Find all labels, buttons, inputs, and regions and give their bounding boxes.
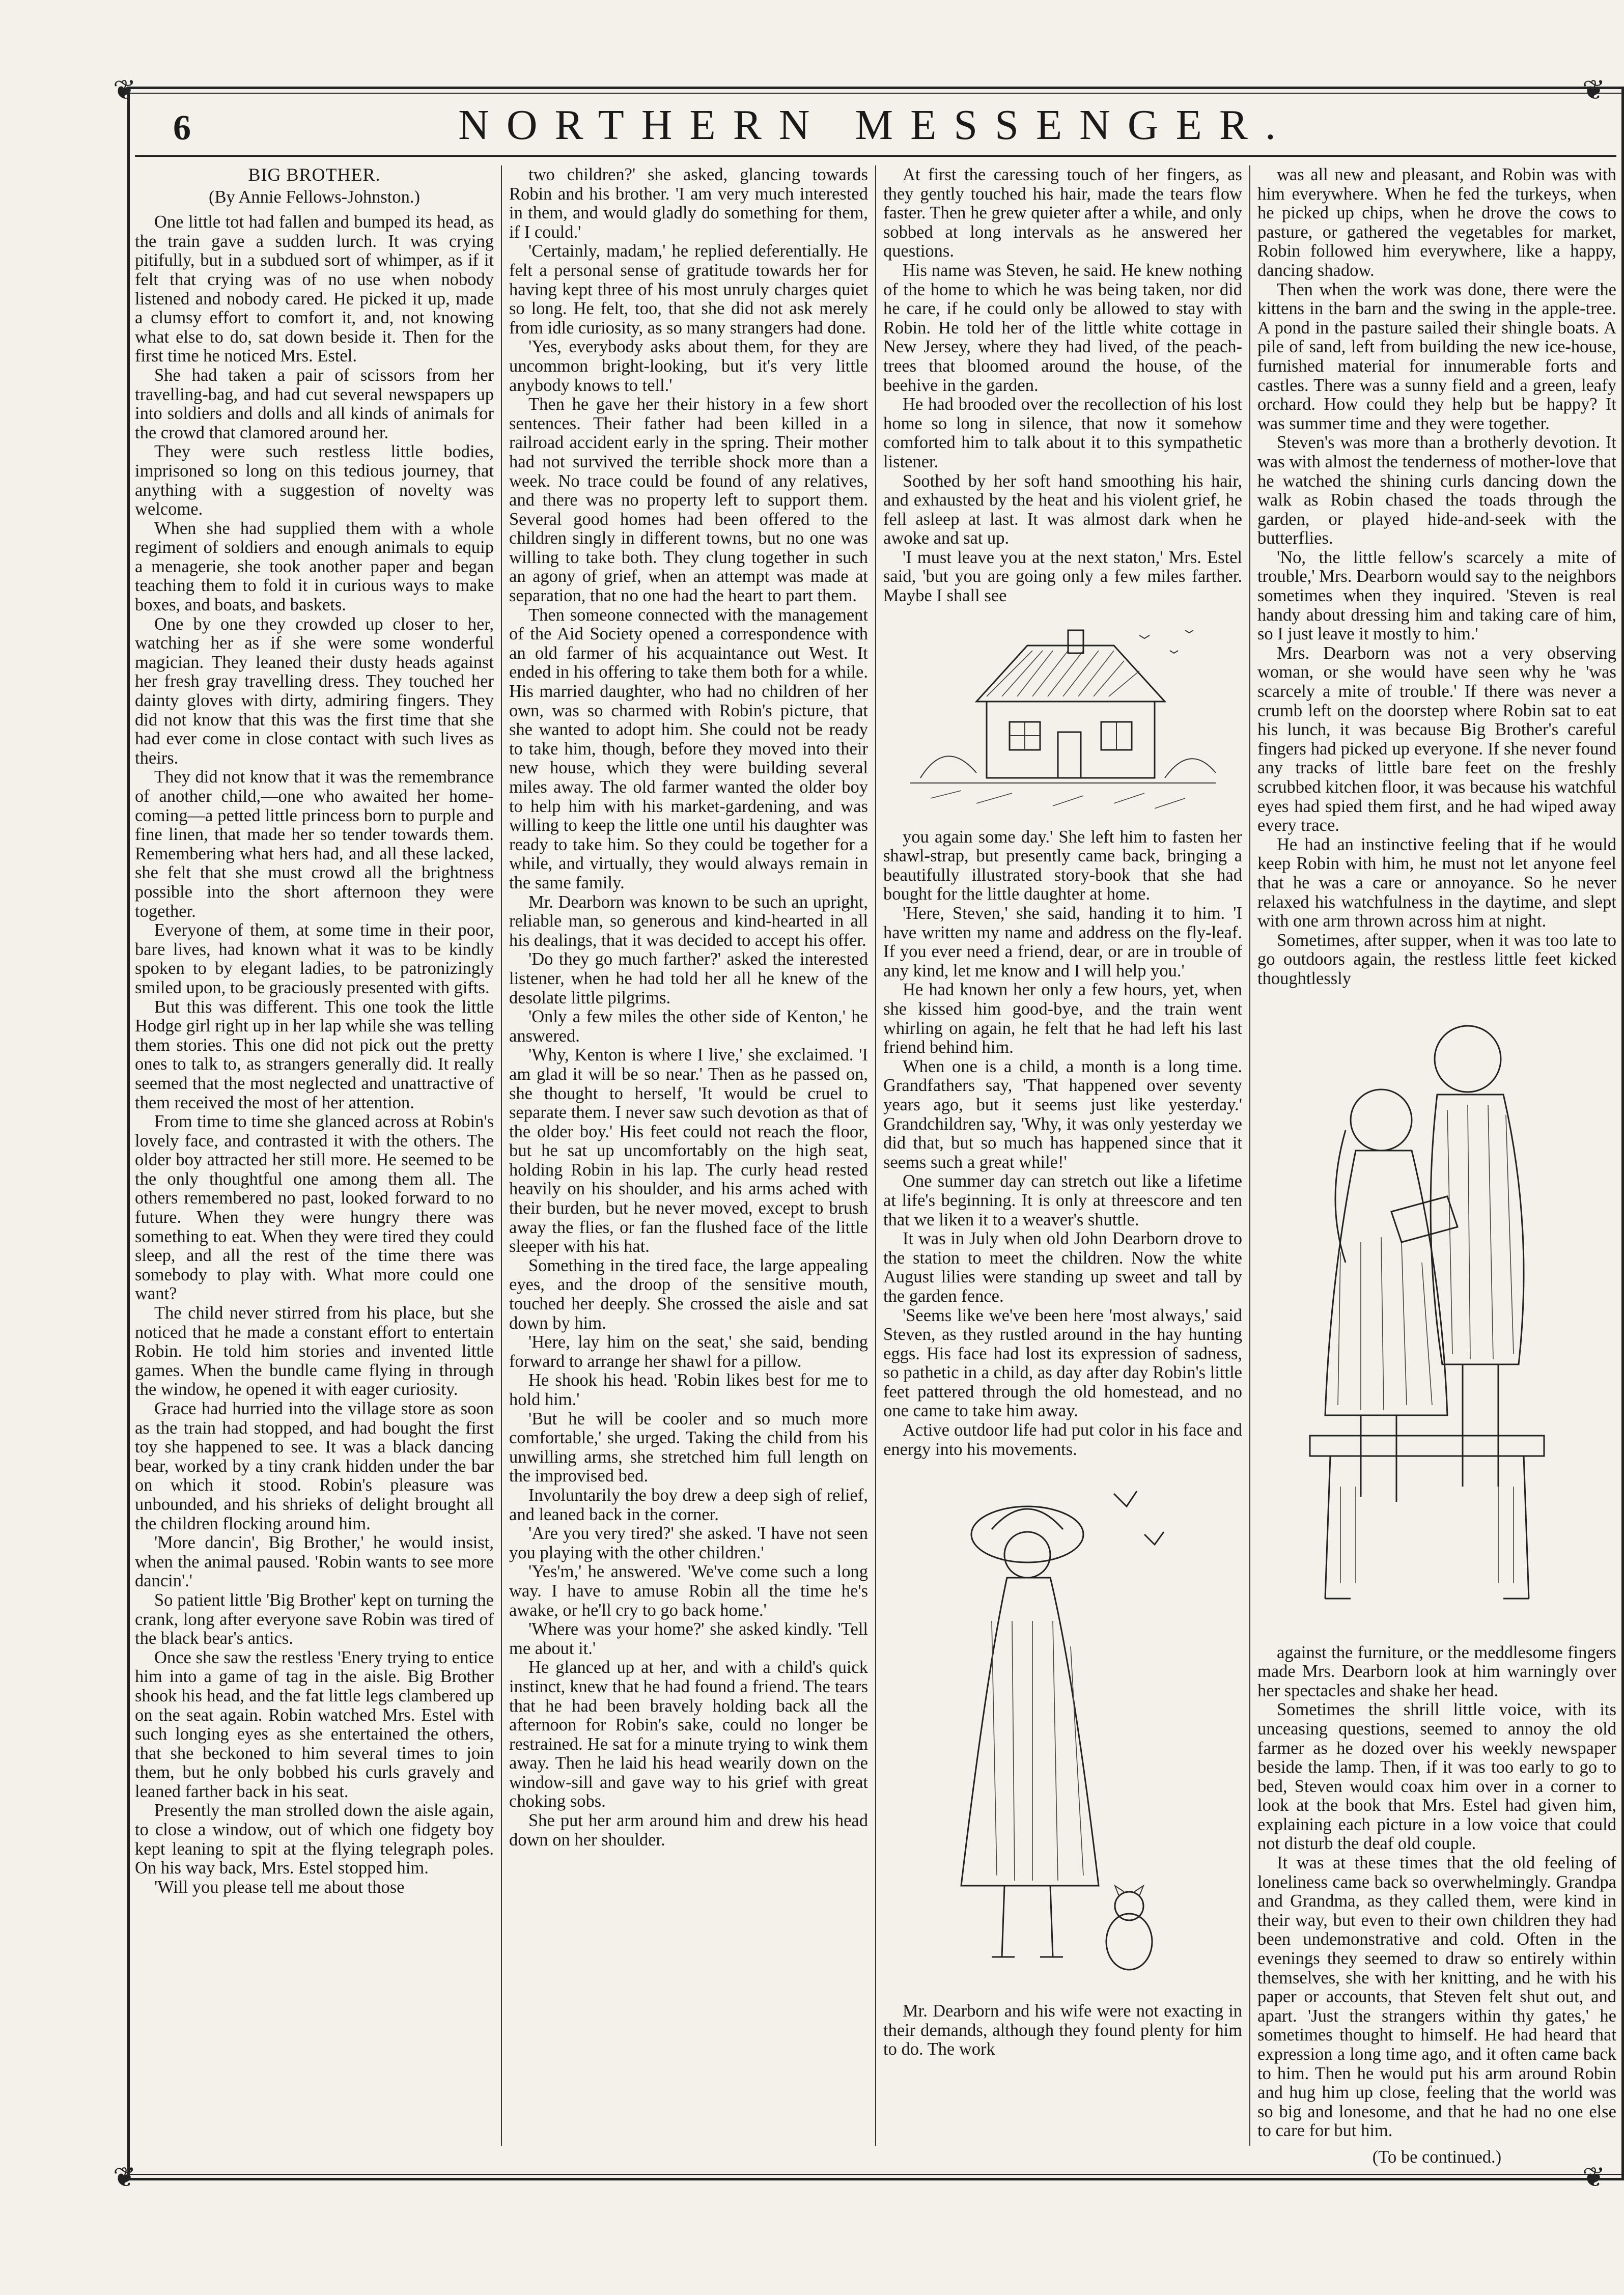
corner-ornament-bottom-right: ❦	[1582, 2162, 1606, 2193]
paragraph: you again some day.' She left him to fasten her shawl-strap, but presently came back, bringing a beautifully illustrated story-book that she had bought for the little daughter at home.	[883, 827, 1242, 904]
paragraph: 'Why, Kenton is where I live,' she exclaimed. 'I am glad it will be so near.' Then as he passed on, she thought to herself, 'It would be cruel to separate them. I never saw such devotion as that of the older boy.' His feet could not reach the floor, but he sat up uncomfortably on the high seat, holding Robin in his lap. The curly head rested heavily on his shoulder, and his arms ached with their burden, but he never moved, except to brush away the flies, or fan the flushed face of the little sleeper with his hat.	[509, 1045, 868, 1256]
paragraph: When she had supplied them with a whole regiment of soldiers and enough animals to equip a menagerie, she took another paper and began teaching them to fold it in curious ways to make boxes, and boats, and baskets.	[135, 518, 494, 615]
column-2	[509, 165, 868, 2146]
paragraph: Mr. Dearborn was known to be such an upright, reliable man, so generous and kind-hearted in all his dealings, that it was decided to accept his offer.	[509, 892, 868, 950]
paragraph: 'Here, Steven,' she said, handing it to him. 'I have written my name and address on the fly-leaf. If you ever need a friend, dear, or are in trouble of any kind, let me know and I will help you.'	[883, 904, 1242, 981]
paragraph: One little tot had fallen and bumped its head, as the train gave a sudden lurch. It was crying pitifully, but in a subdued sort of whimper, as if it felt that crying was of no use when nobody listened and nobody cared. He picked it up, made a clumsy effort to comfort it, and, not knowing what else to do, sat down beside it. Then for the first time he noticed Mrs. Estel.	[135, 212, 494, 366]
paragraph: At first the caressing touch of her fingers, as they gently touched his hair, made the tears flow faster. Then he grew quieter after a while, and only sobbed at long intervals as he answered her questions.	[883, 165, 1242, 261]
girl-with-kitten-illustration	[931, 1468, 1195, 1993]
cottage-illustration	[900, 615, 1226, 819]
column-4	[1257, 165, 1616, 2167]
paragraph: It was in July when old John Dearborn drove to the station to meet the children. Now the white August lilies were standing up sweet and tall by the garden fence.	[883, 1229, 1242, 1306]
paragraph: 'Certainly, madam,' he replied deferentially. He felt a personal sense of gratitude towards her for having kept three of his most unruly charges quiet so long. He felt, too, that she did not ask merely from idle curiosity, as so many strangers had done.	[509, 241, 868, 338]
paragraph: Then someone connected with the management of the Aid Society opened a correspondence with an old farmer of his acquaintance out West. It ended in his offering to take them both for a while. His married daughter, who had no children of her own, was so charmed with Robin's picture, that she wanted to adopt him. She could not be ready to take him, though, before they moved into their new house, which they were building several miles away. The old farmer wanted the older boy to help him with his market-gardening, and was willing to keep the little one until his daughter was ready to take him. So they could be together for a while, and virtually, they would always remain in the same family.	[509, 605, 868, 892]
paragraph: Something in the tired face, the large appealing eyes, and the droop of the sensitive mouth, touched her deeply. She crossed the aisle and sat down by him.	[509, 1255, 868, 1333]
paragraph: 'No, the little fellow's scarcely a mite of trouble,' Mrs. Dearborn would say to the neighbors sometimes when they inquired. 'Steven is real handy about dressing him and taking care of him, so I just leave it mostly to him.'	[1257, 547, 1616, 644]
paragraph: One summer day can stretch out like a lifetime at life's beginning. It is only at threescore and ten that we liken it to a weaver's shuttle.	[883, 1171, 1242, 1229]
paragraph: He had brooded over the recollection of his lost home so long in silence, that now it somehow comforted him to talk about it to this sympathetic listener.	[883, 395, 1242, 471]
paragraph: 'Seems like we've been here 'most always,' said Steven, as they rustled around in the hay hunting eggs. His face had lost its expression of sadness, so pathetic in a child, as day after day Robin's little feet pattered through the old homestead, and no one came to take him away.	[883, 1305, 1242, 1421]
corner-ornament-top-right: ❦	[1582, 75, 1606, 105]
paragraph: 'Are you very tired?' she asked. 'I have not seen you playing with the other children.'	[509, 1524, 868, 1562]
paragraph: Grace had hurried into the village store as soon as the train had stopped, and had bought the first toy she happened to see. It was a black dancing bear, worked by a tiny crank hidden under the bar on which it stood. Robin's pleasure was unbounded, and his shrieks of delight brought all the children flocking around him.	[135, 1399, 494, 1533]
newspaper-title: NORTHERN MESSENGER.	[458, 101, 1293, 149]
paragraph: 'Yes, everybody asks about them, for they are uncommon bright-looking, but it's very little anybody knows to tell.'	[509, 337, 868, 395]
paragraph: Mr. Dearborn and his wife were not exacting in their demands, although they found plenty for him to do. The work	[883, 2001, 1242, 2059]
to-be-continued-note: (To be continued.)	[1372, 2147, 1502, 2167]
corner-ornament-top-left: ❦	[113, 75, 136, 105]
paragraph: 'Where was your home?' she asked kindly. 'Tell me about it.'	[509, 1619, 868, 1658]
paragraph: Sometimes the shrill little voice, with its unceasing questions, seemed to annoy the old farmer as he dozed over his weekly newspaper beside the lamp. Then, if it was too early to go to bed, Steven would coax him over in a corner to look at the book that Mrs. Estel had given him, explaining each picture in a low voice that could not disturb the deaf old couple.	[1257, 1700, 1616, 1854]
paragraph: two children?' she asked, glancing towards Robin and his brother. 'I am very much interested in them, and would gladly do something for them, if I could.'	[509, 165, 868, 242]
paragraph: One by one they crowded up closer to her, watching her as if she were some wonderful magician. They leaned their dusty heads against her fresh gray travelling dress. They touched her dainty gloves with dirty, admiring fingers. They did not know that this was the first time that she had ever come in close contact with such lives as theirs.	[135, 614, 494, 768]
paragraph: When one is a child, a month is a long time. Grandfathers say, 'That happened over seventy years ago, but it seems just like yesterday.' Grandchildren say, 'Why, it was only yesterday we did that, but so much has happened since that it seems such a great while!'	[883, 1056, 1242, 1172]
column-3	[883, 165, 1242, 2146]
paragraph: Presently the man strolled down the aisle again, to close a window, out of which one fidgety boy kept leaning to spit at the flying telegraph poles. On his way back, Mrs. Estel stopped him.	[135, 1801, 494, 1878]
paragraph: 'Here, lay him on the seat,' she said, bending forward to arrange her shawl for a pillow.	[509, 1332, 868, 1371]
paragraph: She had taken a pair of scissors from her travelling-bag, and had cut several newspapers up into soldiers and dolls and all kinds of animals for the crowd that clamored around her.	[135, 365, 494, 442]
paragraph: He glanced up at her, and with a child's quick instinct, knew that he had found a friend. The tears that he had been bravely holding back all the afternoon for Robin's sake, could no longer be restrained. He sat for a minute trying to wink them away. Then he laid his head wearily down on the window-sill and gave way to his grief with great choking sobs.	[509, 1658, 868, 1811]
corner-ornament-bottom-left: ❦	[113, 2162, 136, 2193]
paragraph: Then when the work was done, there were the kittens in the barn and the swing in the apple-tree. A pond in the pasture sailed their shingle boats. A pile of sand, left from building the new ice-house, furnished material for innumerable forts and castles. There was a sunny field and a green, leafy orchard. How could they help but be happy? It was summer time and they were together.	[1257, 279, 1616, 433]
masthead	[127, 97, 1624, 153]
paragraph: Mrs. Dearborn was not a very observing woman, or she would have seen why he 'was scarcely a mite of trouble.' If there was never a crumb left on the doorstep where Robin sat to eat his lunch, it was because Big Brother's careful fingers had picked up everyone. If she never found any tracks of little bare feet on the freshly scrubbed kitchen floor, it was because his watchful eyes had spied them first, and he had wiped away every trace.	[1257, 643, 1616, 835]
paragraph: They did not know that it was the remembrance of another child,—one who awaited her home-coming—a petted little princess born to purple and fine linen, that made her so tender towards them. Remembering what hers had, and all these lacked, she felt that she must crowd all the brightness possible into the short afternoon they were together.	[135, 767, 494, 921]
paragraph: Active outdoor life had put color in his face and energy into his movements.	[883, 1420, 1242, 1459]
children-reading-illustration	[1279, 998, 1595, 1634]
paragraph: Then he gave her their history in a few short sentences. Their father had been killed in a railroad accident early in the spring. Their mother had not survived the terrible shock more than a week. No trace could be found of any relatives, and there was no property left to support them. Several good homes had been offered to the children singly in different towns, but no one was willing to take both. They clung together in such an agony of grief, when an attempt was made at separation, that no one had the heart to part them.	[509, 395, 868, 606]
paragraph: 'More dancin', Big Brother,' he would insist, when the animal paused. 'Robin wants to see more dancin'.'	[135, 1533, 494, 1591]
article-columns	[135, 164, 1616, 2167]
paragraph: Soothed by her soft hand smoothing his hair, and exhausted by the heat and his violent grief, he fell asleep at last. It was almost dark when he awoke and sat up.	[883, 471, 1242, 548]
paragraph: So patient little 'Big Brother' kept on turning the crank, long after everyone save Robin was tired of the black bear's antics.	[135, 1590, 494, 1648]
paragraph: 'Only a few miles the other side of Kenton,' he answered.	[509, 1007, 868, 1046]
paragraph: was all new and pleasant, and Robin was with him everywhere. When he fed the turkeys, when he picked up chips, when he drove the cows to pasture, or gathered the vegetables for market, Robin followed him everywhere, like a happy, dancing shadow.	[1257, 165, 1616, 280]
paragraph: Steven's was more than a brotherly devotion. It was with almost the tenderness of mother-love that he watched the shining curls dancing down the walk as Robin chased the toads through the garden, or played hide-and-seek with the butterflies.	[1257, 433, 1616, 548]
paragraph: 'Yes'm,' he answered. 'We've come such a long way. I have to amuse Robin all the time he's awake, or he'll cry to go back home.'	[509, 1562, 868, 1620]
paragraph: He had known her only a few hours, yet, when she kissed him good-bye, and the train went whirling on again, he felt that he had left his last friend behind him.	[883, 980, 1242, 1057]
paragraph: From time to time she glanced across at Robin's lovely face, and contrasted it with the others. The older boy attracted her still more. He seemed to be the only thoughtful one among them all. The others remembered no past, looked forward to no future. When they were hungry there was something to eat. When they were tired they could sleep, and all the rest of the time there was somebody to play with. What more could one want?	[135, 1112, 494, 1304]
paragraph: 'But he will be cooler and so much more comfortable,' she urged. Taking the child from his unwilling arms, she stretched him full length on the improvised bed.	[509, 1409, 868, 1486]
paragraph: Everyone of them, at some time in their poor, bare lives, had known what it was to be kindly spoken to by elegant ladies, to be patronizingly smiled upon, to be graciously presented with gifts.	[135, 920, 494, 997]
paragraph: They were such restless little bodies, imprisoned so long on this tedious journey, that anything with a suggestion of novelty was welcome.	[135, 442, 494, 519]
paragraph: 'Do they go much farther?' asked the interested listener, when he had told her all he knew of the desolate little pilgrims.	[509, 949, 868, 1007]
paragraph: 'I must leave you at the next staton,' Mrs. Estel said, 'but you are going only a few miles farther. Maybe I shall see	[883, 547, 1242, 606]
page-number: 6	[173, 108, 191, 148]
paragraph: Once she saw the restless 'Enery trying to entice him into a game of tag in the aisle. Big Brother shook his head, and the fat little legs clambered up on the seat again. Robin watched Mrs. Estel with such longing eyes as she entertained the others, that she beckoned to him several times to join them, but he only bobbed his curls gravely and leaned farther back in his seat.	[135, 1647, 494, 1801]
paragraph: His name was Steven, he said. He knew nothing of the home to which he was being taken, nor did he care, if he could only be allowed to stay with Robin. He told her of the little white cottage in New Jersey, where they had lived, of the peach-trees that bloomed around the house, of the beehive in the garden.	[883, 260, 1242, 395]
paragraph: Sometimes, after supper, when it was too late to go outdoors again, the restless little feet kicked thoughtlessly	[1257, 930, 1616, 988]
article-author: (By Annie Fellows-Johnston.)	[209, 187, 420, 207]
paragraph: She put her arm around him and drew his head down on her shoulder.	[509, 1811, 868, 1850]
paragraph: He had an instinctive feeling that if he would keep Robin with him, he must not let anyone feel that he was a care or annoyance. So he never relaxed his watchfulness in the daytime, and slept with one arm thrown across him at night.	[1257, 834, 1616, 931]
paragraph: against the furniture, or the meddlesome fingers made Mrs. Dearborn look at him warningly over her spectacles and shake her head.	[1257, 1642, 1616, 1700]
paragraph: He shook his head. 'Robin likes best for me to hold him.'	[509, 1370, 868, 1409]
paragraph: 'Will you please tell me about those	[154, 1877, 405, 1897]
column-1	[135, 165, 494, 2146]
paragraph: The child never stirred from his place, but she noticed that he made a constant effort to entertain Robin. He told him stories and invented little games. When the bundle came flying in through the window, he opened it with eager curiosity.	[135, 1303, 494, 1400]
paragraph: It was at these times that the old feeling of loneliness came back so overwhelmingly. Grandpa and Grandma, as they called them, were kind in their way, but even to their own children they had been undemonstrative and cold. Often in the evenings they seemed to draw so entirely within themselves, she with her knitting, and he with his paper or accounts, that Steven felt shut out, and apart. 'Just the strangers within thy gates,' he sometimes thought to himself. He had heard that expression a long time ago, and it often came back to him. Then he would put his arm around Robin and hug him up close, feeling that the world was so big and lonesome, and that he had no one else to care for but him.	[1257, 1853, 1616, 2141]
paragraph: Involuntarily the boy drew a deep sigh of relief, and leaned back in the corner.	[509, 1485, 868, 1524]
article-title: BIG BROTHER.	[248, 164, 381, 185]
paragraph: But this was different. This one took the little Hodge girl right up in her lap while she was telling them stories. This one did not pick out the pretty ones to talk to, as strangers generally did. It really seemed that the most neglected and unattractive of them received the most of her attention.	[135, 997, 494, 1112]
masthead-rule	[135, 155, 1616, 157]
